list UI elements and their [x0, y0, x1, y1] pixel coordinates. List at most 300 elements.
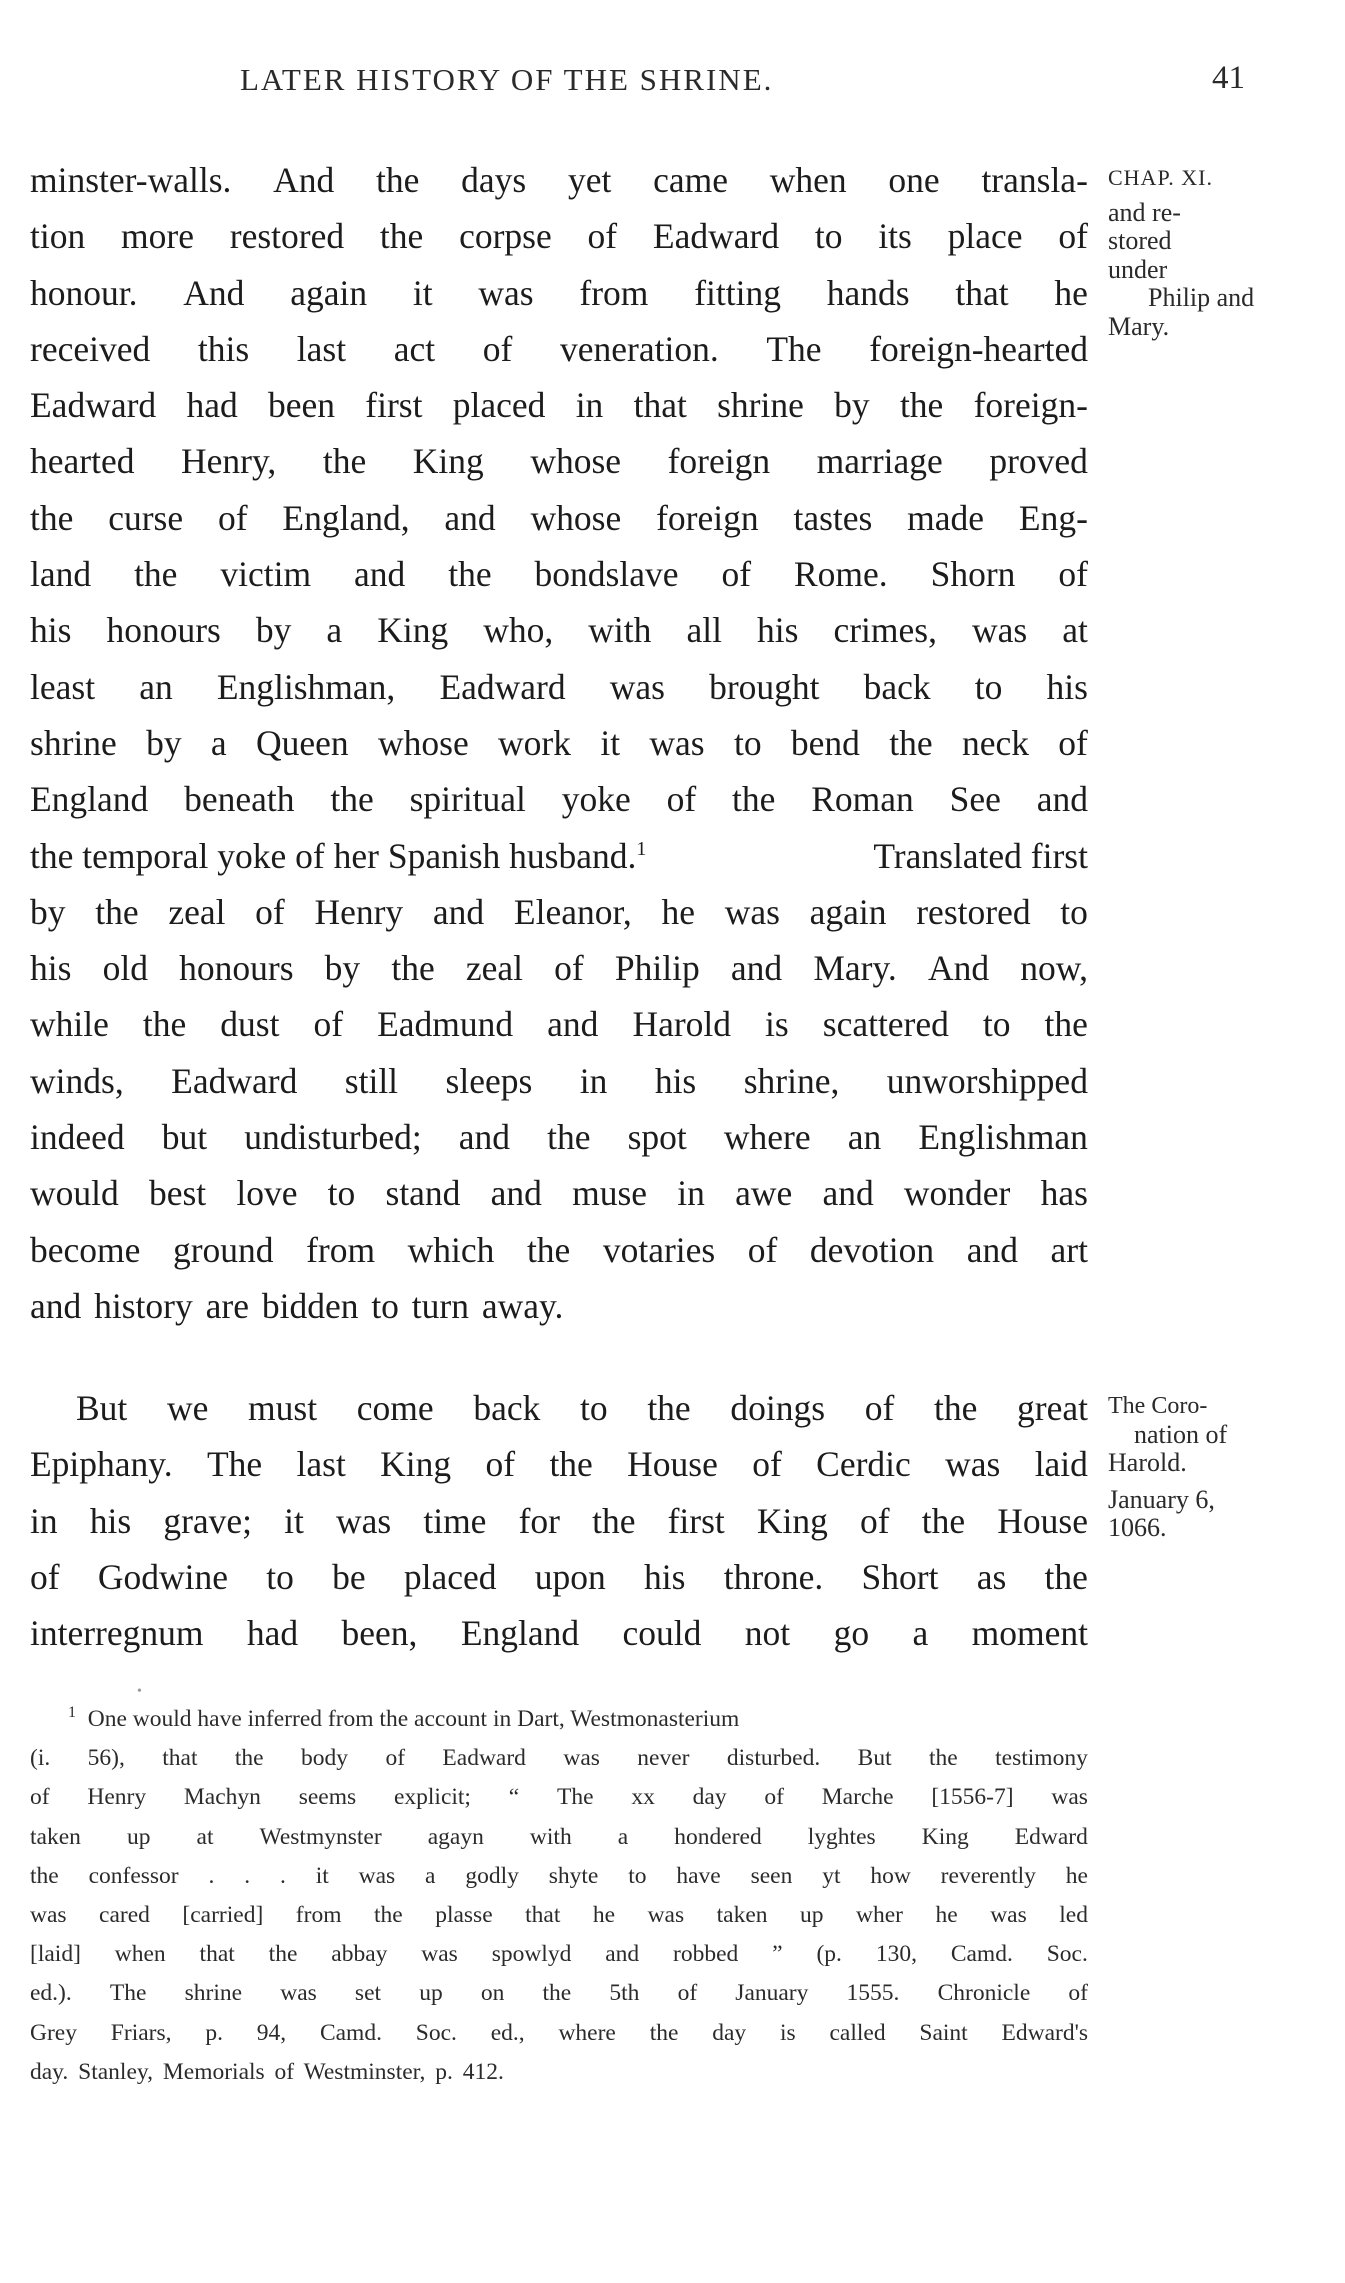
word: the — [330, 779, 374, 820]
word: veneration. — [560, 328, 719, 369]
word: sleeps — [445, 1060, 533, 1101]
word: stand — [385, 1173, 461, 1214]
word: unworshipped — [886, 1060, 1088, 1101]
word: the — [547, 1117, 591, 1158]
footnote-line — [30, 1700, 1088, 1739]
word: was — [280, 1980, 317, 2007]
word: to — [814, 216, 843, 257]
word: that — [525, 1901, 561, 1928]
word: honours — [179, 948, 294, 989]
word: agayn — [427, 1823, 484, 1850]
word: Edward — [1014, 1823, 1088, 1850]
word: was — [609, 666, 665, 707]
word: of — [864, 1388, 895, 1428]
word: interregnum — [30, 1613, 204, 1654]
word: made — [907, 497, 985, 538]
sidenote-line: 1066. — [1108, 1513, 1167, 1542]
word: Shorn — [930, 554, 1016, 595]
text-line — [30, 602, 1088, 658]
word: and — [444, 497, 496, 538]
word: led — [1059, 1901, 1088, 1928]
text-line: and history are bidden to turn away. — [30, 1285, 564, 1326]
word: that — [199, 1941, 235, 1968]
word: by — [834, 385, 870, 426]
word: its — [878, 216, 912, 257]
text-line — [30, 884, 1088, 940]
word: day — [692, 1784, 727, 1811]
word: with — [529, 1823, 572, 1850]
word: by — [324, 948, 361, 989]
sidenote-line: stored — [1108, 226, 1172, 255]
word: Philip — [614, 948, 700, 989]
word: to — [982, 1004, 1011, 1045]
word: which — [407, 1229, 495, 1270]
word: of — [764, 1784, 784, 1811]
word: [carried] — [182, 1901, 264, 1928]
word: But — [857, 1745, 892, 1772]
text-line — [30, 1605, 1088, 1661]
word: whose — [530, 441, 622, 482]
word: England, — [282, 497, 410, 538]
word: . — [279, 1862, 286, 1889]
word: from — [306, 1229, 376, 1270]
word: Soc. — [1046, 1941, 1088, 1968]
word: of — [482, 328, 513, 369]
word: King — [377, 610, 449, 651]
word: Westmynster — [259, 1823, 382, 1850]
word: hands — [826, 272, 910, 313]
word: indeed — [30, 1117, 125, 1158]
word: we — [166, 1388, 209, 1428]
word: from — [579, 272, 649, 313]
word: of — [217, 497, 248, 538]
text-line — [30, 1109, 1088, 1165]
word: yoke — [561, 779, 631, 820]
text-line — [30, 940, 1088, 996]
word: must — [248, 1388, 318, 1428]
word: the — [134, 554, 178, 595]
word: Roman — [811, 779, 914, 820]
word: (p. — [816, 1941, 842, 1968]
footnote-line — [30, 1974, 1088, 2013]
word: foreign — [656, 497, 759, 538]
word: was — [358, 1862, 396, 1889]
word: to — [733, 722, 762, 763]
word: and — [730, 948, 783, 989]
word: brought — [709, 666, 820, 707]
word: up — [800, 1901, 824, 1928]
word: and — [1036, 779, 1088, 820]
word: Saint — [919, 2019, 968, 2046]
word: Camd. — [950, 1941, 1013, 1968]
word: it — [600, 722, 621, 763]
word: plasse — [435, 1901, 493, 1928]
word: House — [627, 1444, 718, 1485]
word: was — [649, 722, 705, 763]
text-line — [30, 1549, 1088, 1605]
text-line — [30, 1380, 1088, 1436]
text-line — [30, 1493, 1088, 1549]
word: of — [721, 554, 752, 595]
word: to — [974, 666, 1003, 707]
word: Chronicle — [937, 1980, 1031, 2007]
word: whose — [530, 497, 622, 538]
word: the — [929, 1745, 958, 1772]
word: he — [1065, 1862, 1088, 1889]
word: House — [997, 1500, 1088, 1541]
word: Short — [861, 1556, 939, 1597]
word: (i. — [30, 1745, 51, 1772]
word: neck — [961, 722, 1029, 763]
word: and — [458, 1117, 511, 1158]
word: of — [747, 1229, 778, 1270]
paragraph-2 — [30, 1380, 1088, 1661]
word: abbay — [331, 1941, 388, 1968]
word: the — [376, 160, 420, 200]
word: beneath — [184, 779, 295, 820]
word: and — [432, 891, 485, 932]
word: the — [322, 441, 367, 482]
word: still — [344, 1060, 399, 1101]
word: the — [889, 722, 933, 763]
word: godly — [465, 1862, 519, 1889]
word: received — [30, 328, 151, 369]
word: and — [354, 554, 406, 595]
word: this — [197, 328, 250, 369]
word: the — [549, 1444, 593, 1485]
word: on — [480, 1980, 505, 2007]
sidenote-line: Philip and — [1148, 283, 1255, 312]
word: first — [365, 385, 423, 426]
word: was — [990, 1901, 1027, 1928]
word: Camd. — [319, 2019, 382, 2046]
word: shyte — [548, 1862, 599, 1889]
footnote-line — [30, 1857, 1088, 1896]
word: lyghtes — [807, 1823, 876, 1850]
footnote-line — [30, 1896, 1088, 1935]
text-line-tail: Translated first — [873, 835, 1088, 876]
word: Eadward — [652, 216, 780, 257]
word: have — [676, 1862, 721, 1889]
word: is — [779, 2019, 796, 2046]
text-line — [30, 377, 1088, 433]
footnote-line — [30, 1818, 1088, 1857]
word: of — [30, 1784, 50, 1811]
footnote-line — [30, 1935, 1088, 1974]
word: . — [244, 1862, 251, 1889]
word: in — [677, 1173, 705, 1214]
word: the — [649, 2019, 679, 2046]
word: Eadward — [442, 1745, 526, 1772]
text-line — [30, 996, 1088, 1052]
word: moment — [971, 1613, 1088, 1654]
text-line — [30, 715, 1088, 771]
word: tastes — [793, 497, 873, 538]
word: by — [30, 891, 66, 932]
word: seen — [750, 1862, 793, 1889]
sidenote-restoration — [1108, 164, 1344, 341]
word: Queen — [256, 722, 349, 763]
word: upon — [534, 1556, 606, 1597]
word: been — [268, 385, 336, 426]
word: . — [208, 1862, 215, 1889]
word: was — [336, 1500, 392, 1541]
word: fitting — [694, 272, 781, 313]
word: grave; — [163, 1500, 253, 1541]
footnote-marker: 1 — [68, 1704, 76, 1722]
footnote-line — [30, 2014, 1088, 2053]
word: 94, — [256, 2019, 287, 2046]
word: Eadward — [171, 1060, 298, 1101]
text-line — [30, 490, 1088, 546]
word: And — [927, 948, 990, 989]
sidenote-coronation — [1108, 1392, 1344, 1543]
word: spiritual — [409, 779, 526, 820]
word: but — [161, 1117, 208, 1158]
word: confessor — [88, 1862, 179, 1889]
word: doings — [730, 1388, 826, 1428]
word: shrine — [30, 722, 117, 763]
word: shrine — [184, 1980, 243, 2007]
footnote-line — [30, 1778, 1088, 1817]
word: Mary. — [813, 948, 897, 989]
word: testimony — [995, 1745, 1088, 1772]
word: Machyn — [183, 1784, 261, 1811]
word: winds, — [30, 1060, 124, 1101]
word: wher — [856, 1901, 903, 1928]
word: the — [234, 1745, 264, 1772]
word: tion — [30, 216, 86, 257]
word: work — [498, 722, 572, 763]
word: explicit; — [393, 1784, 471, 1811]
word: undisturbed; — [244, 1117, 422, 1158]
word: taken — [30, 1823, 81, 1850]
word: of — [1058, 722, 1088, 763]
word: honours — [106, 610, 221, 651]
word: restored — [916, 891, 1031, 932]
word: 1555. — [846, 1980, 900, 2007]
word: now, — [1020, 948, 1088, 989]
word: a — [210, 722, 227, 763]
word: his — [1046, 666, 1088, 707]
word: crimes, — [833, 610, 937, 651]
word: spowlyd — [491, 1941, 572, 1968]
word: Edward's — [1001, 2019, 1088, 2046]
footnote-line — [30, 1739, 1088, 1778]
word: scattered — [822, 1004, 949, 1045]
word: the — [899, 385, 944, 426]
word: Soc. — [415, 2019, 457, 2046]
text-line — [30, 433, 1088, 489]
footnote-first-line: $^1$ One would have inferred from the account in Dart, Westmonasterium — [68, 1704, 740, 1732]
word: his — [30, 948, 72, 989]
word: by — [146, 722, 182, 763]
word: disturbed. — [726, 1745, 821, 1772]
word: Eng- — [1018, 497, 1088, 538]
word: from — [295, 1901, 342, 1928]
word: wonder — [903, 1173, 1011, 1214]
word: ground — [172, 1229, 274, 1270]
word: old — [102, 948, 148, 989]
word: p. — [205, 2019, 223, 2046]
word: ed.). — [30, 1980, 72, 2007]
word: hearted — [30, 441, 135, 482]
sidenote-line: nation of — [1134, 1419, 1228, 1449]
word: had — [186, 385, 238, 426]
word: the — [391, 948, 435, 989]
word: at — [196, 1823, 214, 1850]
word: go — [833, 1613, 870, 1654]
word: back — [473, 1388, 541, 1428]
word: Rome. — [793, 554, 888, 595]
word: corpse — [459, 216, 552, 257]
word: Eadward — [439, 666, 566, 707]
word: Cerdic — [816, 1444, 911, 1485]
word: an — [139, 666, 173, 707]
word: the — [933, 1388, 978, 1428]
word: last — [296, 328, 347, 369]
word: Eadmund — [377, 1004, 514, 1045]
word: first — [667, 1500, 725, 1541]
word: Grey — [30, 2019, 77, 2046]
word: of — [554, 948, 584, 989]
word: honour. — [30, 272, 138, 313]
word: King — [921, 1823, 969, 1850]
word: votaries — [602, 1229, 716, 1270]
word: best — [148, 1173, 207, 1214]
word: of — [666, 779, 697, 820]
word: was — [945, 1444, 1001, 1485]
word: could — [622, 1613, 702, 1654]
word: his — [30, 610, 72, 651]
word: zeal — [465, 948, 523, 989]
word: of — [860, 1500, 890, 1541]
word: of — [313, 1004, 344, 1045]
word: hondered — [674, 1823, 762, 1850]
word: was — [421, 1941, 458, 1968]
word: called — [829, 2019, 886, 2046]
word: the — [379, 216, 424, 257]
word: least — [30, 666, 96, 707]
word: Friars, — [110, 2019, 172, 2046]
word: his — [756, 610, 799, 651]
word: had — [246, 1613, 299, 1654]
word: was — [478, 272, 534, 313]
word: Godwine — [97, 1556, 228, 1597]
word: come — [356, 1388, 434, 1428]
word: be — [332, 1556, 366, 1597]
word: and — [547, 1004, 599, 1045]
word: up — [126, 1823, 151, 1850]
word: and — [605, 1941, 640, 1968]
word: how — [870, 1862, 911, 1889]
word: the — [1044, 1556, 1088, 1597]
word: where — [723, 1117, 811, 1158]
word: marriage — [816, 441, 943, 482]
word: a — [912, 1613, 929, 1654]
word: the — [1044, 1004, 1088, 1045]
word: dust — [220, 1004, 280, 1045]
word: in — [575, 385, 604, 426]
word: 5th — [609, 1980, 640, 2007]
word: of — [1058, 554, 1088, 595]
footnote — [30, 1700, 1088, 2092]
word: “ — [508, 1784, 520, 1811]
word: back — [863, 666, 931, 707]
word: when — [769, 160, 847, 200]
word: seems — [298, 1784, 357, 1811]
word: was — [971, 610, 1028, 651]
text-line — [30, 1053, 1088, 1109]
word: England — [30, 779, 149, 820]
text-line — [30, 659, 1088, 715]
word: curse — [108, 497, 184, 538]
word: it — [412, 272, 433, 313]
word: all — [686, 610, 722, 651]
word: Englishman — [918, 1117, 1088, 1158]
word: great — [1017, 1388, 1088, 1428]
word: came — [653, 160, 729, 200]
word: of — [1068, 1980, 1088, 2007]
word: who, — [483, 610, 554, 651]
text-line-with-footnote-ref — [30, 828, 1088, 884]
word: not — [744, 1613, 791, 1654]
word: yt — [822, 1862, 841, 1889]
sidenote-line: The Coro- — [1108, 1393, 1208, 1419]
word: by — [255, 610, 292, 651]
word: last — [296, 1444, 346, 1485]
word: never — [637, 1745, 690, 1772]
word: King — [412, 441, 484, 482]
word: more — [121, 216, 194, 257]
word: xx — [631, 1784, 655, 1811]
word: shrine, — [743, 1060, 840, 1101]
word: was — [30, 1901, 67, 1928]
word: one — [888, 160, 940, 200]
word: that — [633, 385, 687, 426]
word: that — [162, 1745, 198, 1772]
word: yet — [568, 160, 612, 200]
word: body — [301, 1745, 349, 1772]
word: was — [1051, 1784, 1088, 1811]
word: to — [580, 1388, 608, 1428]
word: while — [30, 1004, 109, 1045]
word: land — [30, 554, 92, 595]
word: would — [30, 1173, 119, 1214]
text-line — [30, 152, 1088, 208]
word: The — [206, 1444, 263, 1485]
chapter-label: CHAP. XI. — [1108, 165, 1213, 190]
word: time — [423, 1500, 487, 1541]
word: the — [373, 1901, 403, 1928]
word: his — [89, 1500, 132, 1541]
word: of — [752, 1444, 782, 1485]
word: foreign — [667, 441, 771, 482]
word: it — [284, 1500, 304, 1541]
word: at — [1062, 610, 1088, 651]
word: a — [326, 610, 343, 651]
word: restored — [229, 216, 345, 257]
print-smudge: • — [137, 1684, 142, 1699]
word: was — [724, 891, 780, 932]
text-line — [30, 546, 1088, 602]
footnote-line: day. Stanley, Memorials of Westminster, p. 412. — [30, 2058, 504, 2085]
word: King — [380, 1444, 452, 1485]
word: in — [30, 1500, 58, 1541]
word: and — [966, 1229, 1018, 1270]
sidenote-line: January 6, — [1108, 1484, 1215, 1514]
word: taken — [716, 1901, 768, 1928]
